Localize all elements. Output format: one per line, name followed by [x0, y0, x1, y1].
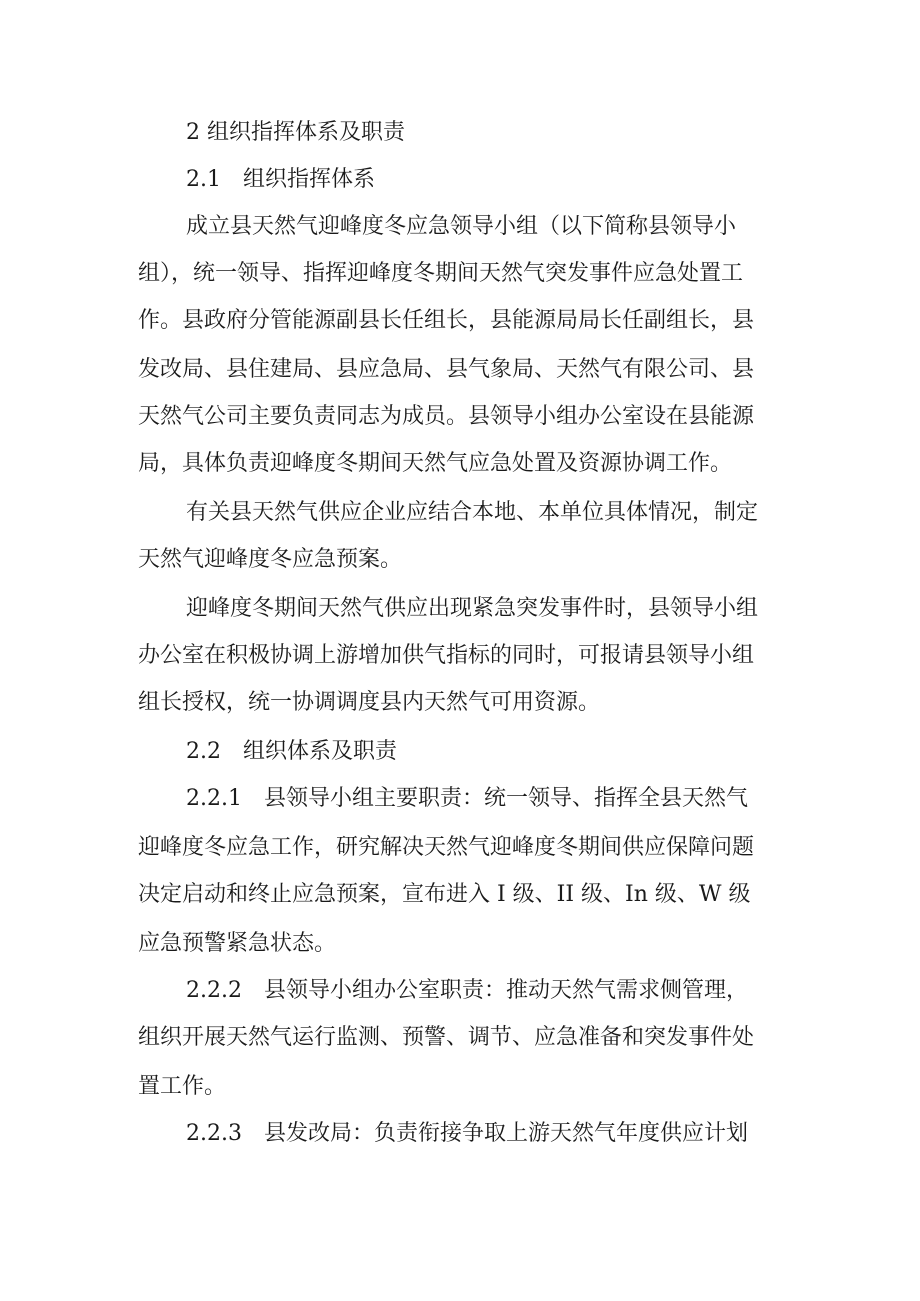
paragraph-line	[0, 350, 920, 390]
text-line: 办公室在积极协调上游增加供气指标的同时，可报请县领导小组	[138, 643, 755, 668]
paragraph-line	[0, 207, 920, 247]
text-line: 2.2.1 县领导小组主要职责：统一领导、指挥全县天然气	[186, 786, 748, 811]
text-line: 组长授权，统一协调调度县内天然气可用资源。	[138, 690, 601, 715]
text-line: 决定启动和终止应急预案，宣布进入 I 级、II 级、In 级、W 级	[138, 882, 751, 907]
text-line: 2.2 组织体系及职责	[186, 739, 397, 764]
paragraph-line	[0, 444, 920, 484]
text-line: 迎峰度冬应急工作，研究解决天然气迎峰度冬期间供应保障问题	[138, 835, 755, 860]
text-line: 组），统一领导、指挥迎峰度冬期间天然气突发事件应急处置工	[138, 261, 744, 286]
paragraph-line	[0, 254, 920, 294]
text-line: 2.2.2 县领导小组办公室职责：推动天然气需求侧管理，	[186, 978, 748, 1003]
subsection-heading	[0, 160, 920, 200]
text-line: 有关县天然气供应企业应结合本地、本单位具体情况，制定	[186, 500, 759, 525]
paragraph-line	[0, 1067, 920, 1107]
paragraph-line	[0, 636, 920, 676]
text-line: 天然气公司主要负责同志为成员。县领导小组办公室设在县能源	[138, 404, 755, 429]
section-heading	[0, 113, 920, 153]
text-line: 迎峰度冬期间天然气供应出现紧急突发事件时，县领导小组	[186, 596, 759, 621]
text-line: 发改局、县住建局、县应急局、县气象局、天然气有限公司、县	[138, 357, 755, 382]
paragraph-line	[0, 589, 920, 629]
text-line: 成立县天然气迎峰度冬应急领导小组（以下简称县领导小	[186, 214, 737, 239]
paragraph-line	[0, 779, 920, 819]
paragraph-line	[0, 683, 920, 723]
text-line: 局，具体负责迎峰度冬期间天然气应急处置及资源协调工作。	[138, 451, 733, 476]
text-line: 组织开展天然气运行监测、预警、调节、应急准备和突发事件处	[138, 1025, 755, 1050]
paragraph-line	[0, 397, 920, 437]
paragraph-line	[0, 828, 920, 868]
paragraph-line	[0, 540, 920, 580]
paragraph-line	[0, 875, 920, 915]
paragraph-line	[0, 301, 920, 341]
paragraph-line	[0, 971, 920, 1011]
paragraph-line	[0, 1114, 920, 1154]
text-line: 置工作。	[138, 1074, 227, 1099]
subsection-heading	[0, 732, 920, 772]
paragraph-line	[0, 1018, 920, 1058]
paragraph-line	[0, 924, 920, 964]
text-line: 2.1 组织指挥体系	[186, 167, 375, 192]
text-line: 天然气迎峰度冬应急预案。	[138, 547, 403, 572]
text-line: 2 组织指挥体系及职责	[186, 120, 405, 145]
text-line: 作。县政府分管能源副县长任组长，县能源局局长任副组长，县	[138, 308, 755, 333]
text-line: 2.2.3 县发改局：负责衔接争取上游天然气年度供应计划	[186, 1121, 748, 1146]
text-line: 应急预警紧急状态。	[138, 931, 337, 956]
paragraph-line	[0, 493, 920, 533]
